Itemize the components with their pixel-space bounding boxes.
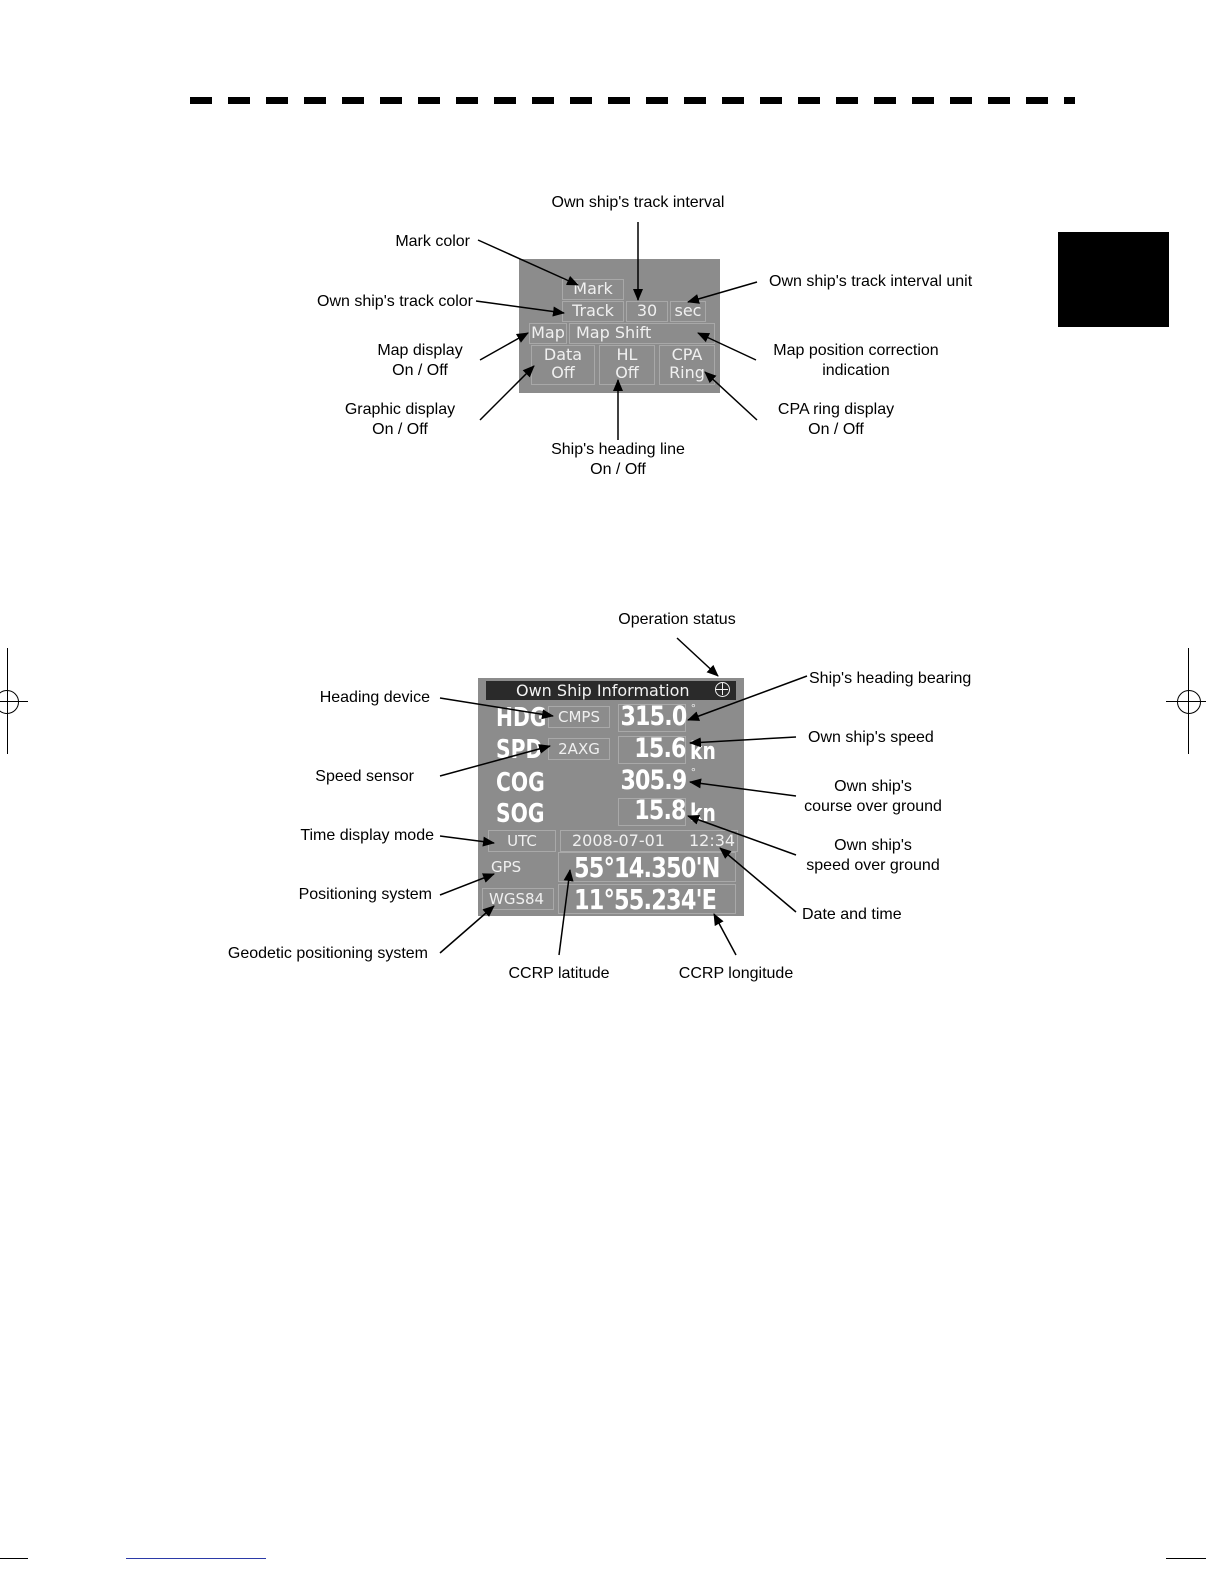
footer-link-underline [126, 1558, 266, 1559]
track-color-button[interactable]: Track [562, 301, 624, 322]
sog-unit: kn [690, 799, 716, 827]
registration-mark-left [0, 648, 30, 754]
map-display-button[interactable]: Map [529, 323, 567, 344]
speed-sensor-button[interactable]: 2AXG [548, 738, 610, 760]
hdg-degree-unit: ° [691, 701, 696, 715]
mark-color-button[interactable]: Mark [562, 279, 624, 300]
spd-unit: kn [690, 737, 716, 765]
positioning-system-button[interactable]: GPS [491, 858, 522, 876]
label-time-display-mode: Time display mode [300, 827, 434, 844]
heading-bearing-value: 315.0 [620, 701, 686, 732]
label-geodetic-system: Geodetic positioning system [227, 945, 428, 962]
own-ship-information-panel [478, 678, 744, 916]
cog-degree-unit: ° [691, 765, 696, 779]
ccrp-longitude-value: 11°55.234'E [574, 883, 717, 916]
date-value: 2008-07-01 [572, 831, 665, 850]
label-ccrp-longitude: CCRP longitude [678, 965, 794, 982]
heading-line-button[interactable]: HL Off [599, 345, 655, 385]
arrow-operation-status [677, 638, 718, 676]
label-heading-device: Heading device [319, 689, 430, 706]
label-positioning-system: Positioning system [298, 886, 432, 903]
hdg-label: HDG [496, 703, 547, 733]
label-date-and-time: Date and time [802, 906, 902, 923]
label-map-position-correction: Map position correction indication [773, 342, 939, 379]
cpa-ring-button[interactable]: CPA Ring [659, 345, 715, 385]
label-graphic-display: Graphic display On / Off [344, 401, 456, 438]
label-speed-over-ground: Own ship's speed over ground [806, 837, 940, 874]
label-track-color: Own ship's track color [317, 293, 473, 310]
track-interval-button[interactable]: 30 [626, 301, 668, 322]
label-course-over-ground: Own ship's course over ground [804, 778, 942, 815]
operation-status-icon [715, 682, 730, 697]
cog-label: COG [496, 768, 545, 798]
spd-label: SPD [496, 735, 543, 765]
sog-label: SOG [496, 799, 545, 829]
label-cpa-ring-display: CPA ring display On / Off [777, 401, 895, 438]
label-heading-bearing: Ship's heading bearing [809, 670, 972, 687]
label-track-interval: Own ship's track interval [551, 194, 725, 211]
own-speed-value: 15.6 [634, 733, 686, 764]
label-map-display: Map display On / Off [377, 342, 463, 379]
label-own-speed: Own ship's speed [808, 729, 934, 746]
label-track-interval-unit: Own ship's track interval unit [769, 273, 973, 290]
label-mark-color: Mark color [395, 233, 470, 250]
course-over-ground-value: 305.9 [620, 765, 686, 796]
data-display-button[interactable]: Data Off [531, 345, 595, 385]
geodetic-system-button[interactable]: WGS84 [482, 888, 554, 910]
speed-over-ground-value: 15.8 [634, 795, 686, 826]
map-shift-button[interactable]: Map Shift [569, 323, 715, 344]
label-operation-status: Operation status [618, 611, 736, 628]
time-value: 12:34 [689, 831, 736, 850]
track-interval-unit-button[interactable]: sec [670, 301, 706, 322]
label-ccrp-latitude: CCRP latitude [508, 965, 610, 982]
heading-device-button[interactable]: CMPS [548, 706, 610, 728]
chapter-tab-marker [1058, 232, 1169, 327]
label-heading-line: Ship's heading line On / Off [551, 441, 685, 478]
time-display-mode-button[interactable]: UTC [488, 830, 556, 852]
header-dashed-rule [190, 97, 1075, 104]
footer-crop-line-left [0, 1558, 28, 1559]
footer-crop-line-right [1166, 1558, 1206, 1559]
own-ship-info-title: Own Ship Information [516, 681, 690, 700]
ccrp-latitude-value: 55°14.350'N [574, 851, 720, 884]
label-speed-sensor: Speed sensor [315, 768, 414, 785]
registration-mark-right [1166, 648, 1206, 754]
own-ship-info-title-bar [486, 681, 736, 700]
arrow-ccrp-lon [714, 914, 736, 955]
track-map-panel [519, 259, 720, 393]
